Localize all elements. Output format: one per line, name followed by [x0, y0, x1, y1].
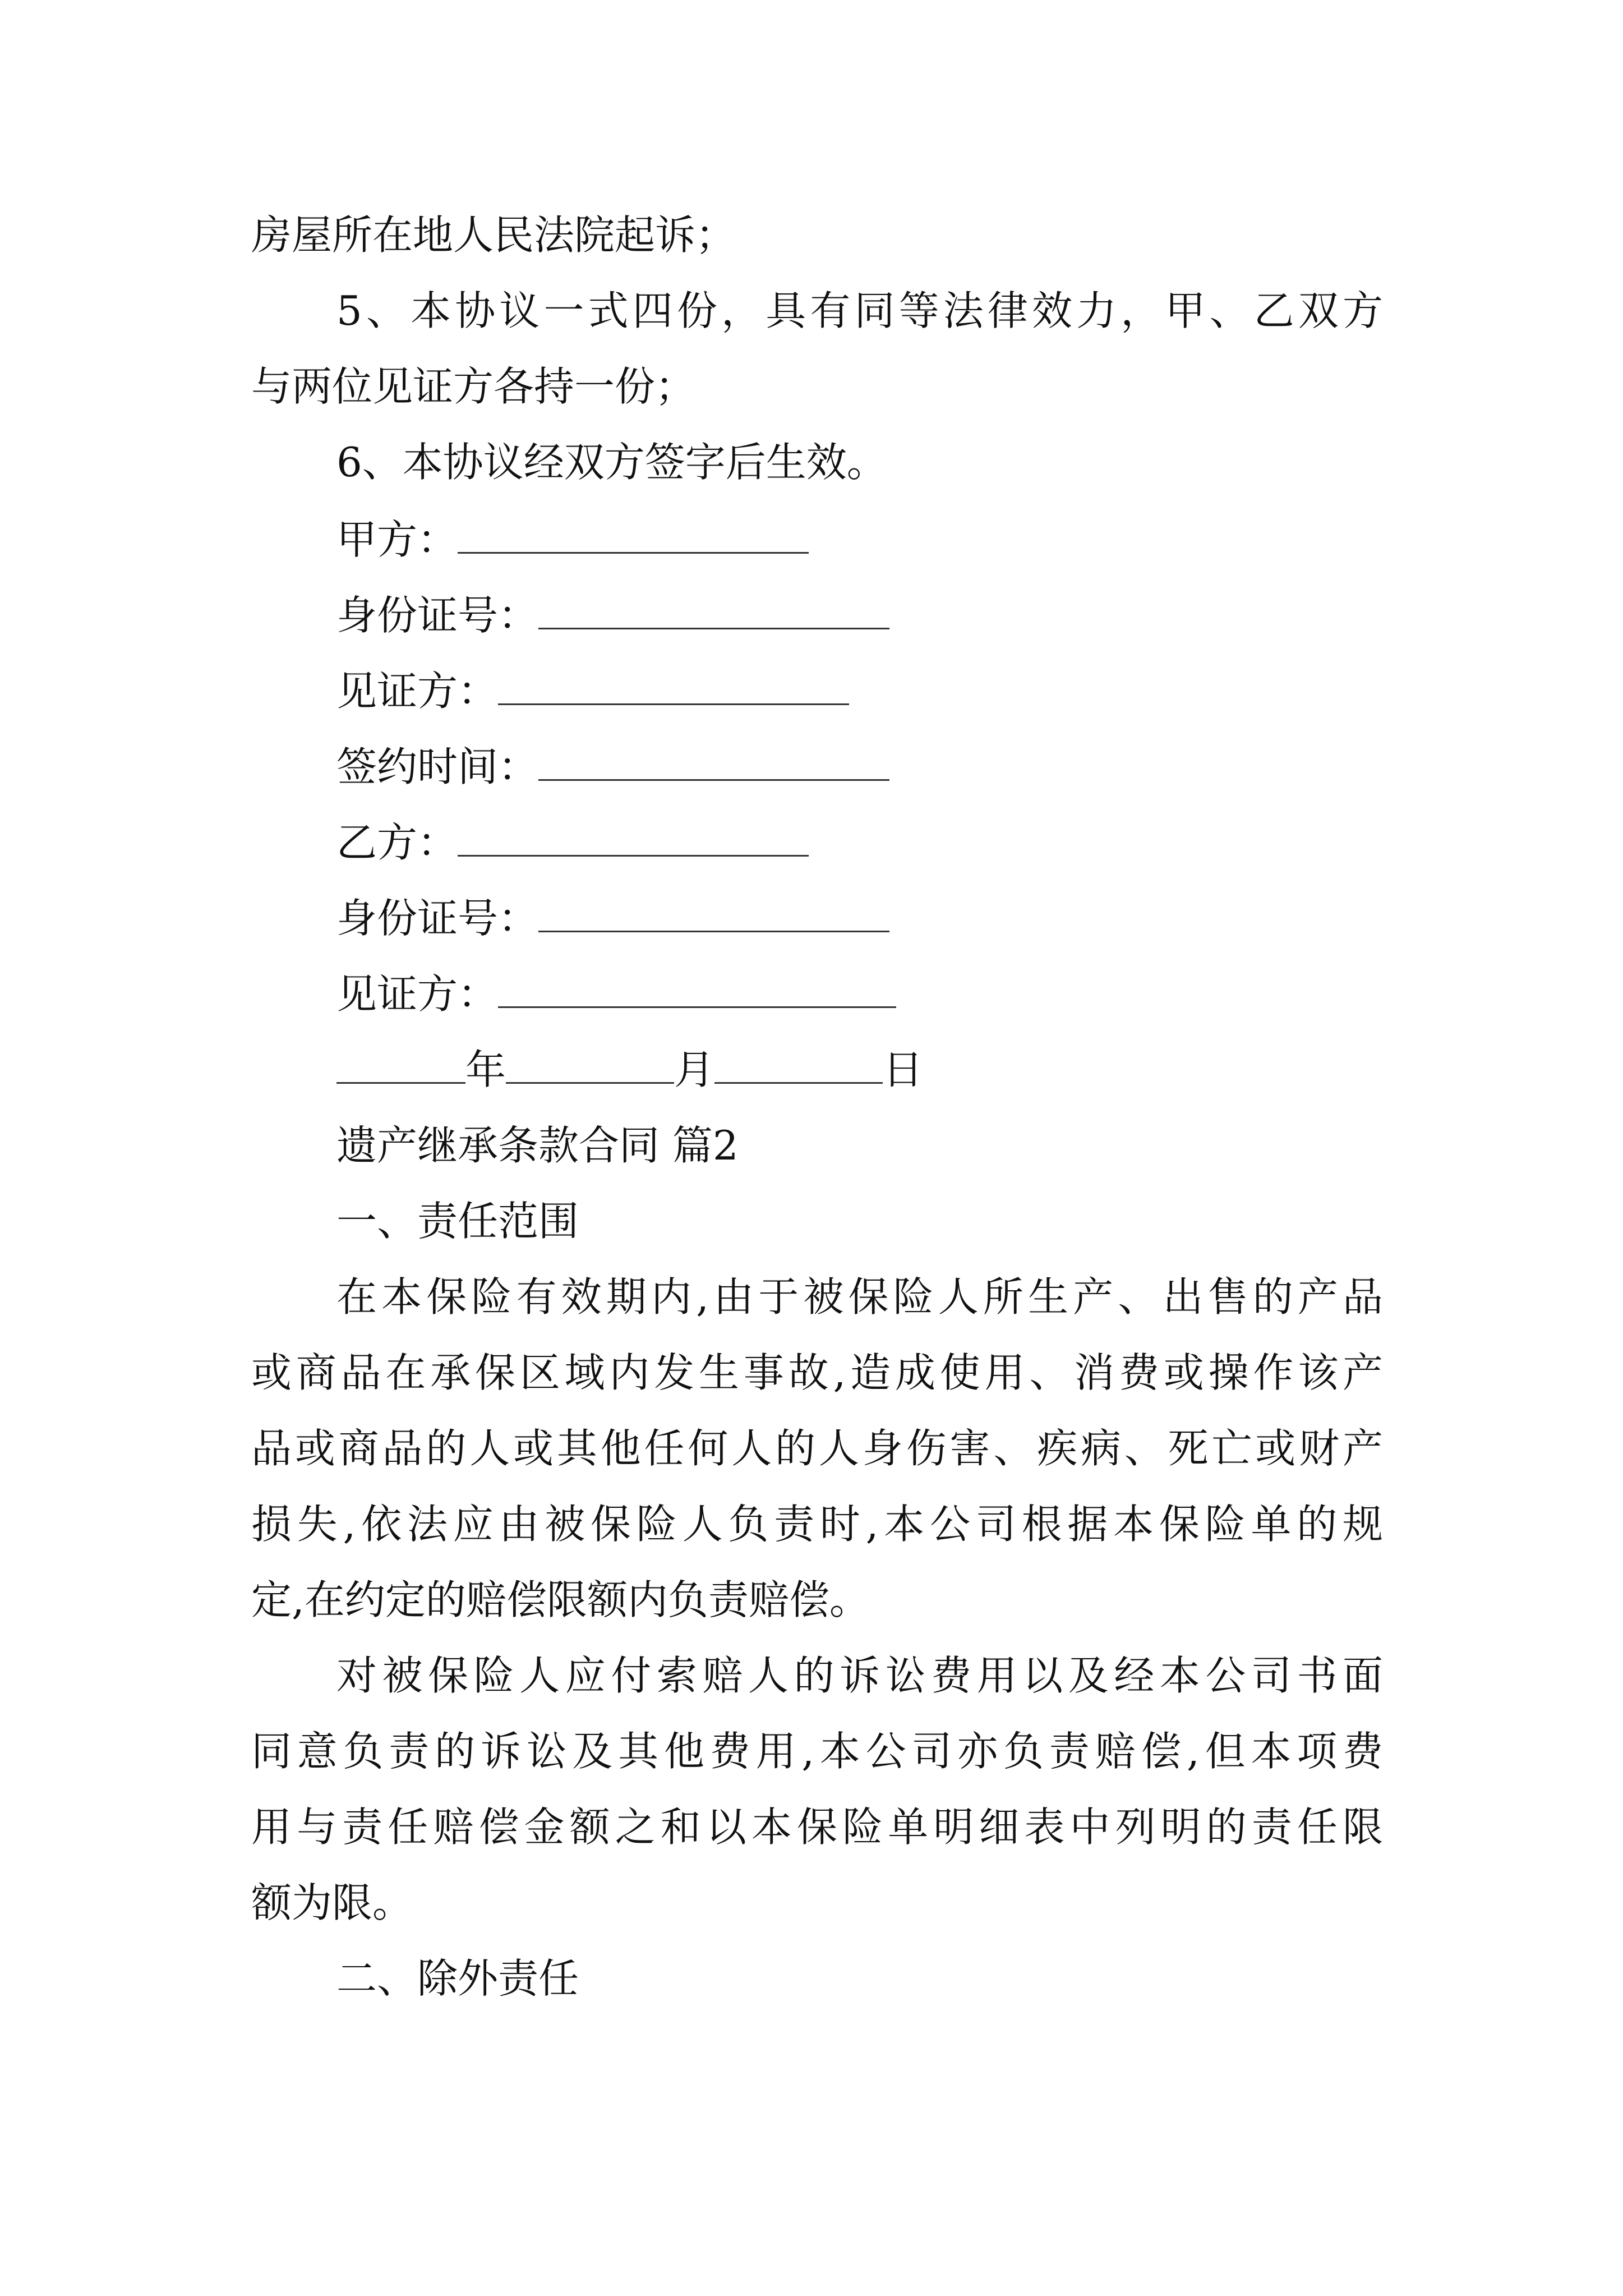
- witness-a-blank[interactable]: [498, 666, 849, 705]
- text-line: 房屋所在地人民法院起诉；: [251, 211, 736, 259]
- text-line: 6、本协议经双方签字后生效。: [336, 439, 887, 486]
- text-line: 5、本协议一式四份，具有同等法律效力，甲、乙双方: [336, 287, 1383, 334]
- paragraph-line: 在本保险有效期内,由于被保险人所生产、出售的产品: [336, 1273, 1383, 1320]
- date-line: [336, 1045, 923, 1094]
- party-a-label: 甲方：: [336, 516, 458, 563]
- paragraph-line: 额为限。: [251, 1879, 413, 1926]
- paragraph-line: 同意负责的诉讼及其他费用,本公司亦负责赔偿,但本项费: [251, 1728, 1383, 1775]
- id-number-a-label: 身份证号：: [336, 592, 539, 639]
- section-title: 遗产继承条款合同 篇2: [336, 1122, 739, 1169]
- paragraph-line: 定,在约定的赔偿限额内负责赔偿。: [251, 1576, 870, 1623]
- witness-b-label: 见证方：: [336, 970, 499, 1018]
- paragraph-line: 或商品在承保区域内发生事故,造成使用、消费或操作该产: [251, 1349, 1383, 1396]
- day-blank[interactable]: [714, 1045, 883, 1084]
- party-b-label: 乙方：: [336, 819, 458, 866]
- party-b-blank[interactable]: [458, 818, 809, 857]
- month-label: 月: [674, 1046, 715, 1093]
- party-a-field: [336, 515, 809, 564]
- party-b-field: [336, 818, 809, 867]
- text-line: 与两位见证方各持一份；: [251, 363, 696, 410]
- paragraph-line: 品或商品的人或其他任何人的人身伤害、疾病、死亡或财产: [251, 1425, 1383, 1472]
- heading-exclusions: 二、除外责任: [336, 1955, 579, 2002]
- paragraph-line: 损失,依法应由被保险人负责时,本公司根据本保险单的规: [251, 1501, 1383, 1548]
- witness-b-field: [336, 969, 896, 1019]
- id-number-a-blank[interactable]: [538, 591, 889, 629]
- witness-a-label: 见证方：: [336, 668, 499, 715]
- id-number-b-blank[interactable]: [538, 894, 889, 932]
- signing-time-field: [336, 742, 889, 792]
- paragraph-line: 对被保险人应付索赔人的诉讼费用以及经本公司书面: [336, 1652, 1383, 1699]
- id-number-b-label: 身份证号：: [336, 895, 539, 942]
- signing-time-blank[interactable]: [538, 742, 889, 781]
- id-number-a-field: [336, 591, 889, 640]
- year-blank[interactable]: [336, 1045, 465, 1084]
- paragraph-line: 用与责任赔偿金额之和以本保险单明细表中列明的责任限: [251, 1803, 1383, 1851]
- witness-a-field: [336, 666, 849, 716]
- year-label: 年: [465, 1046, 506, 1093]
- month-blank[interactable]: [506, 1045, 674, 1084]
- signing-time-label: 签约时间：: [336, 743, 539, 790]
- witness-b-blank[interactable]: [498, 969, 896, 1008]
- party-a-blank[interactable]: [458, 515, 809, 554]
- day-label: 日: [883, 1046, 924, 1093]
- id-number-b-field: [336, 894, 889, 943]
- heading-liability-scope: 一、责任范围: [336, 1198, 579, 1245]
